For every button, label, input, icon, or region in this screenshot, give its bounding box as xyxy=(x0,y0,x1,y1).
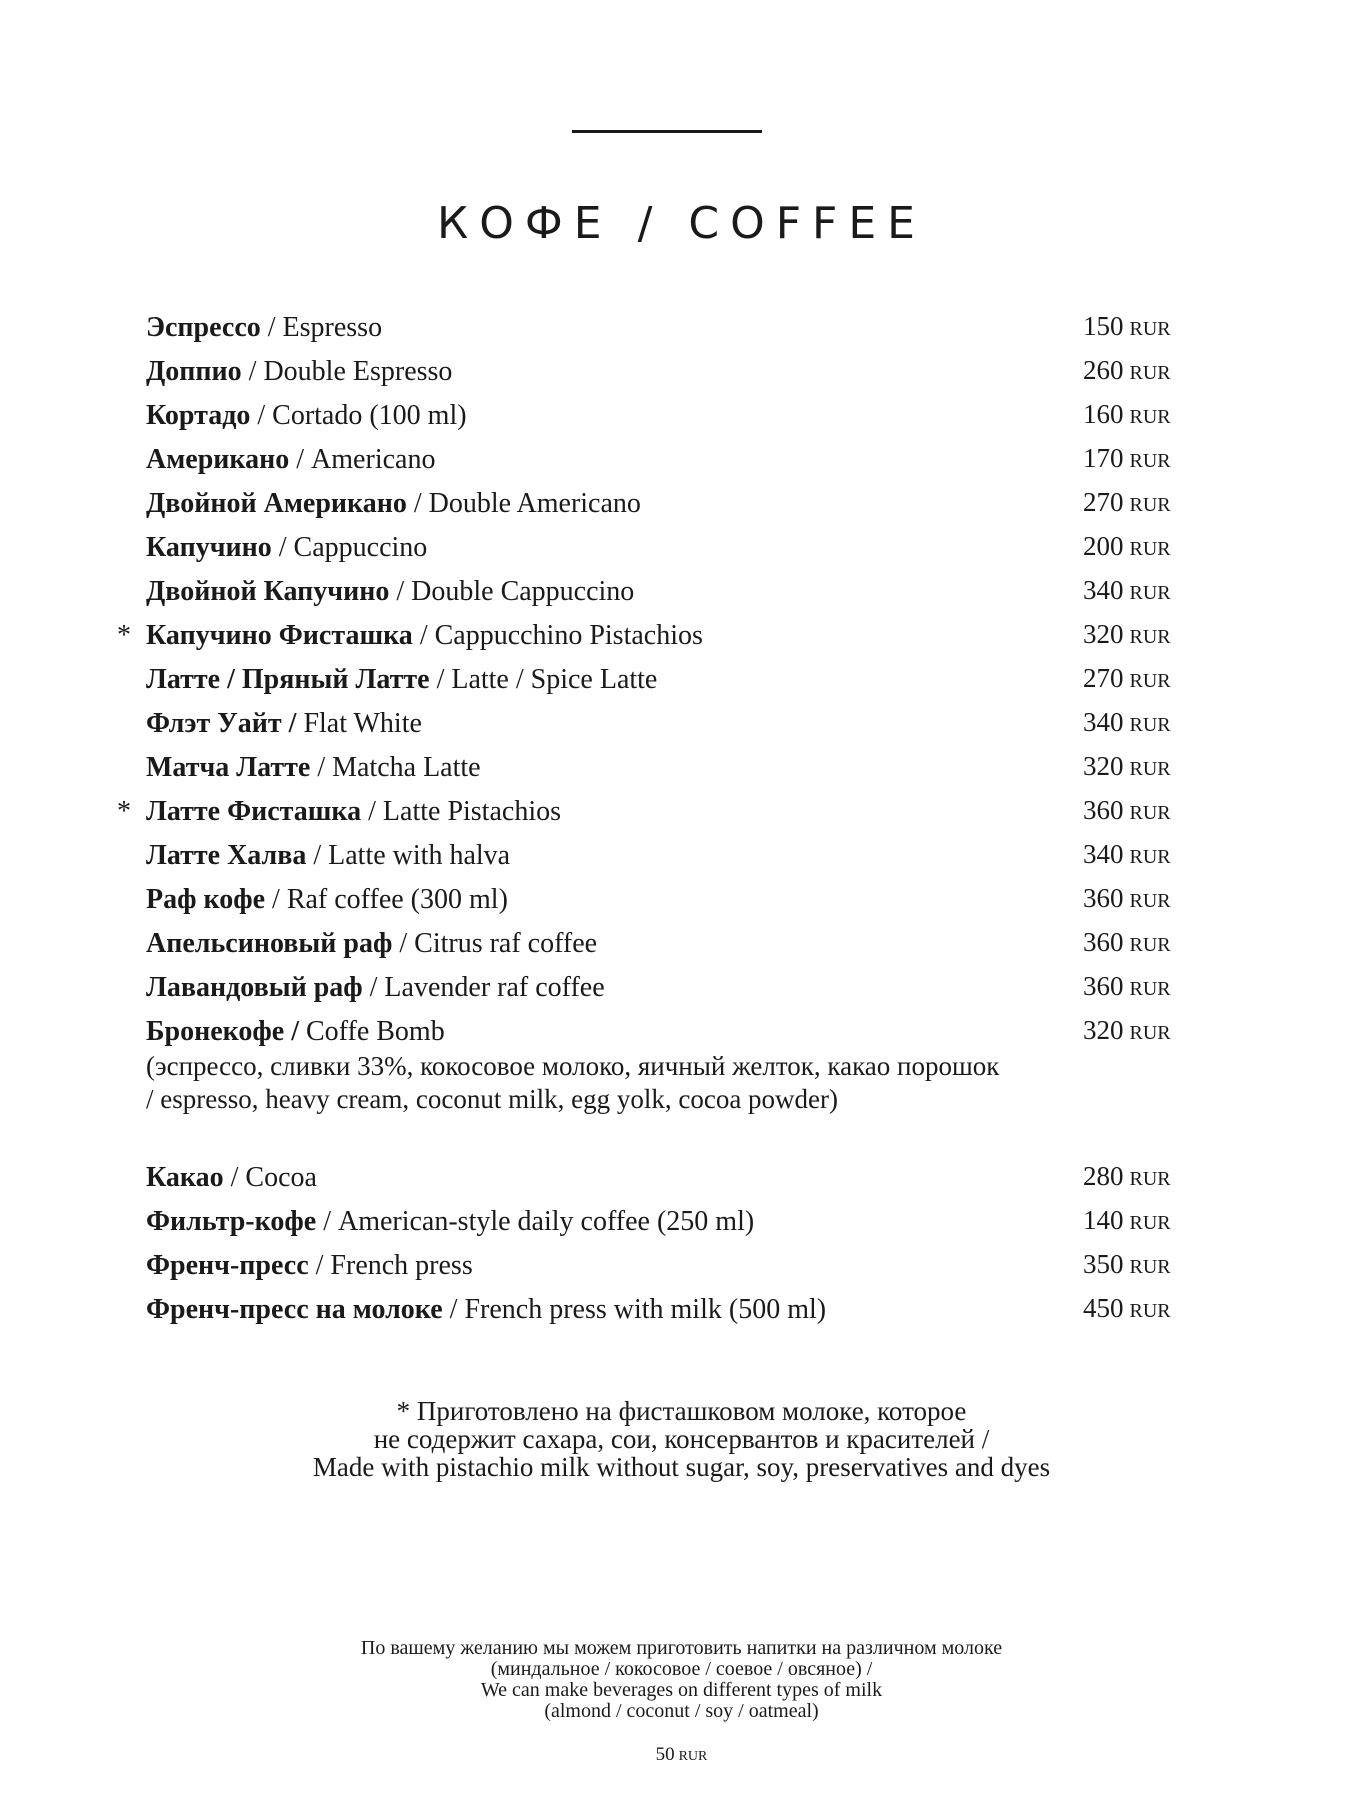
menu-item xyxy=(0,308,1363,352)
price-value: 150 xyxy=(1083,311,1124,341)
menu-item-name-ru: Лавандовый раф xyxy=(146,972,363,1003)
menu-item-name-ru: Капучино Фисташка xyxy=(146,620,413,651)
menu-item-name-en: / Cortado (100 ml) xyxy=(250,400,467,431)
menu-item-price xyxy=(1083,792,1171,831)
menu-item-price xyxy=(1083,396,1171,435)
price-currency: RUR xyxy=(1129,1212,1171,1234)
price-currency: RUR xyxy=(1129,934,1171,956)
price-value: 340 xyxy=(1083,707,1124,737)
menu-item-price xyxy=(1083,440,1171,479)
menu-item-description: (эспрессо, сливки 33%, кокосовое молоко, яичный желток, какао порошок / espresso, heavy cream, coconut milk, egg yolk, cocoa powder) xyxy=(146,1051,1000,1114)
price-value: 360 xyxy=(1083,971,1124,1001)
menu-item xyxy=(0,484,1363,528)
menu-item xyxy=(0,616,1363,660)
price-value: 270 xyxy=(1083,663,1124,693)
price-currency: RUR xyxy=(1129,978,1171,1000)
menu-item-price xyxy=(1083,528,1171,567)
menu-item-name xyxy=(146,354,1026,390)
menu-item-name xyxy=(146,574,1026,610)
price-value: 350 xyxy=(1083,1249,1124,1279)
price-currency: RUR xyxy=(1129,538,1171,560)
menu-item xyxy=(0,396,1363,440)
price-value: 320 xyxy=(1083,619,1124,649)
menu-item-name xyxy=(146,1248,1026,1284)
menu-item-name-ru: Какао xyxy=(146,1162,224,1193)
menu-item-name-en: / Raf coffee (300 ml) xyxy=(265,884,508,915)
menu-item-name-en: Flat White xyxy=(296,708,422,739)
menu-item-name-ru: Флэт Уайт / xyxy=(146,708,297,739)
menu-item xyxy=(0,440,1363,484)
menu-item-name xyxy=(146,882,1026,918)
menu-item-name-en: / Latte Pistachios xyxy=(361,796,561,827)
menu-item-price xyxy=(1083,1158,1171,1197)
menu-item-price xyxy=(1083,880,1171,919)
menu-item-name-ru: Капучино xyxy=(146,532,272,563)
menu-item-name-ru: Кортадо xyxy=(146,400,251,431)
decorative-rule xyxy=(572,130,762,133)
menu-item xyxy=(0,748,1363,792)
menu-item-name xyxy=(146,970,1026,1006)
price-value: 340 xyxy=(1083,839,1124,869)
milk-price-value: 50 xyxy=(655,1744,675,1765)
menu-item xyxy=(0,1246,1363,1290)
menu-item-name-ru: Френч-пресс xyxy=(146,1250,309,1281)
menu-item-name-ru: Матча Латте xyxy=(146,752,311,783)
menu-item-name xyxy=(146,1160,1026,1196)
price-currency: RUR xyxy=(1129,802,1171,824)
menu-item-name-en: / Latte with halva xyxy=(306,840,511,871)
price-currency: RUR xyxy=(1129,890,1171,912)
menu-list xyxy=(0,308,1363,1334)
milk-note-price xyxy=(0,1744,1363,1768)
footnote-line: * Приготовлено на фисташковом молоке, которое xyxy=(396,1396,967,1426)
menu-item xyxy=(0,704,1363,748)
menu-item-name xyxy=(146,1292,1026,1328)
menu-item-name xyxy=(146,618,1026,654)
price-currency: RUR xyxy=(1129,1022,1171,1044)
price-currency: RUR xyxy=(1129,714,1171,736)
menu-item-name-ru: Бронекофе / xyxy=(146,1016,299,1047)
menu-item-price xyxy=(1083,308,1171,347)
menu-item xyxy=(0,792,1363,836)
menu-item-name xyxy=(146,750,1026,786)
price-value: 450 xyxy=(1083,1293,1124,1323)
price-value: 260 xyxy=(1083,355,1124,385)
menu-item xyxy=(0,924,1363,968)
menu-item-price xyxy=(1083,660,1171,699)
menu-item xyxy=(0,352,1363,396)
price-value: 360 xyxy=(1083,927,1124,957)
menu-item-name-en: / Latte / Spice Latte xyxy=(429,664,658,695)
menu-item-name-en: / Lavender raf coffee xyxy=(362,972,605,1003)
menu-item-name xyxy=(146,442,1026,478)
menu-item-name-en: / Cocoa xyxy=(223,1162,317,1193)
menu-item-price xyxy=(1083,1012,1171,1051)
menu-item xyxy=(0,880,1363,924)
menu-item-name-ru: Фильтр-кофе xyxy=(146,1206,317,1237)
price-value: 270 xyxy=(1083,487,1124,517)
price-currency: RUR xyxy=(1129,846,1171,868)
price-value: 160 xyxy=(1083,399,1124,429)
milk-note-line: (миндальное / кокосовое / соевое / овсяное) / xyxy=(490,1658,873,1680)
menu-item-price xyxy=(1083,748,1171,787)
menu-item-price xyxy=(1083,616,1171,655)
price-value: 320 xyxy=(1083,751,1124,781)
menu-item-price xyxy=(1083,1246,1171,1285)
footnote-line: не содержит сахара, сои, консервантов и красителей / xyxy=(373,1424,990,1454)
menu-item-name xyxy=(146,530,1026,566)
menu-item xyxy=(0,528,1363,572)
menu-item-name-ru: Френч-пресс на молоке xyxy=(146,1294,443,1325)
asterisk-mark: * xyxy=(117,796,131,827)
menu-item-name-en: Coffe Bomb xyxy=(299,1016,445,1047)
menu-item-price xyxy=(1083,572,1171,611)
menu-item xyxy=(0,836,1363,880)
menu-item-name-en: / Matcha Latte xyxy=(310,752,481,783)
menu-item-name xyxy=(146,838,1026,874)
price-currency: RUR xyxy=(1129,670,1171,692)
milk-note-line: По вашему желанию мы можем приготовить напитки на различном молоке xyxy=(360,1637,1003,1659)
menu-item-price xyxy=(1083,1290,1171,1329)
price-value: 320 xyxy=(1083,1015,1124,1045)
menu-item-name-ru: Двойной Капучино xyxy=(146,576,390,607)
menu-item-price xyxy=(1083,352,1171,391)
menu-item-name-en: / Cappuccino xyxy=(271,532,428,563)
price-currency: RUR xyxy=(1129,494,1171,516)
menu-item xyxy=(0,572,1363,616)
menu-item-price xyxy=(1083,968,1171,1007)
menu-item-name xyxy=(146,1204,1026,1240)
price-currency: RUR xyxy=(1129,758,1171,780)
milk-note-line: We can make beverages on different types of milk xyxy=(480,1679,883,1701)
price-value: 200 xyxy=(1083,531,1124,561)
price-value: 280 xyxy=(1083,1161,1124,1191)
menu-item-name xyxy=(146,1014,1026,1050)
menu-item-name-ru: Доппио xyxy=(146,356,242,387)
menu-item-name-ru: Латте Халва xyxy=(146,840,307,871)
menu-item-name-ru: Эспрессо xyxy=(146,312,261,343)
menu-item xyxy=(0,1012,1363,1158)
menu-item-name xyxy=(146,706,1026,742)
menu-item xyxy=(0,1290,1363,1334)
menu-item-name-ru: Американо xyxy=(146,444,290,475)
price-value: 360 xyxy=(1083,883,1124,913)
menu-item xyxy=(0,968,1363,1012)
menu-item-name-en: / Americano xyxy=(289,444,436,475)
price-value: 170 xyxy=(1083,443,1124,473)
page-title: КОФЕ / COFFEE xyxy=(437,198,926,249)
menu-item-price xyxy=(1083,704,1171,743)
menu-item-name-en: / Double Espresso xyxy=(241,356,453,387)
menu-item xyxy=(0,1158,1363,1202)
price-currency: RUR xyxy=(1129,362,1171,384)
menu-item-name-en: / Cappucchino Pistachios xyxy=(412,620,703,651)
menu-item-price xyxy=(1083,924,1171,963)
menu-item-name-ru: Двойной Американо xyxy=(146,488,407,519)
menu-item-name xyxy=(146,398,1026,434)
menu-item-name-ru: Латте / Пряный Латте xyxy=(146,664,430,695)
price-currency: RUR xyxy=(1129,626,1171,648)
menu-item-name-en: / French press xyxy=(308,1250,473,1281)
price-currency: RUR xyxy=(1129,1168,1171,1190)
menu-item-price xyxy=(1083,836,1171,875)
price-value: 340 xyxy=(1083,575,1124,605)
menu-item-price xyxy=(1083,484,1171,523)
footnote-line: Made with pistachio milk without sugar, soy, preservatives and dyes xyxy=(312,1452,1051,1482)
price-value: 140 xyxy=(1083,1205,1124,1235)
menu-item xyxy=(0,1202,1363,1246)
pistachio-footnote xyxy=(0,1397,1363,1481)
menu-item-name xyxy=(146,926,1026,962)
price-currency: RUR xyxy=(1129,318,1171,340)
menu-item-name-en: / Citrus raf coffee xyxy=(392,928,598,959)
menu-item-name-ru: Апельсиновый раф xyxy=(146,928,393,959)
price-value: 360 xyxy=(1083,795,1124,825)
price-currency: RUR xyxy=(1129,582,1171,604)
menu-item-name xyxy=(146,662,1026,698)
menu-item-name xyxy=(146,794,1026,830)
price-currency: RUR xyxy=(1129,450,1171,472)
milk-note-line: (almond / coconut / soy / oatmeal) xyxy=(544,1700,819,1722)
menu-item-name-en: / Double Americano xyxy=(406,488,641,519)
menu-item-name-en: / American-style daily coffee (250 ml) xyxy=(316,1206,755,1237)
menu-item-name-en: / Espresso xyxy=(260,312,383,343)
menu-item-name xyxy=(146,486,1026,522)
milk-price-currency: RUR xyxy=(678,1749,708,1764)
price-currency: RUR xyxy=(1129,406,1171,428)
menu-item-name xyxy=(146,310,1026,346)
menu-item-name-en: / French press with milk (500 ml) xyxy=(442,1294,827,1325)
asterisk-mark: * xyxy=(117,620,131,651)
menu-item-price xyxy=(1083,1202,1171,1241)
menu-item-name-ru: Латте Фисташка xyxy=(146,796,362,827)
menu-item-name-ru: Раф кофе xyxy=(146,884,266,915)
milk-note xyxy=(0,1638,1363,1722)
menu-item-name-en: / Double Cappuccino xyxy=(389,576,635,607)
menu-item xyxy=(0,660,1363,704)
price-currency: RUR xyxy=(1129,1256,1171,1278)
price-currency: RUR xyxy=(1129,1300,1171,1322)
